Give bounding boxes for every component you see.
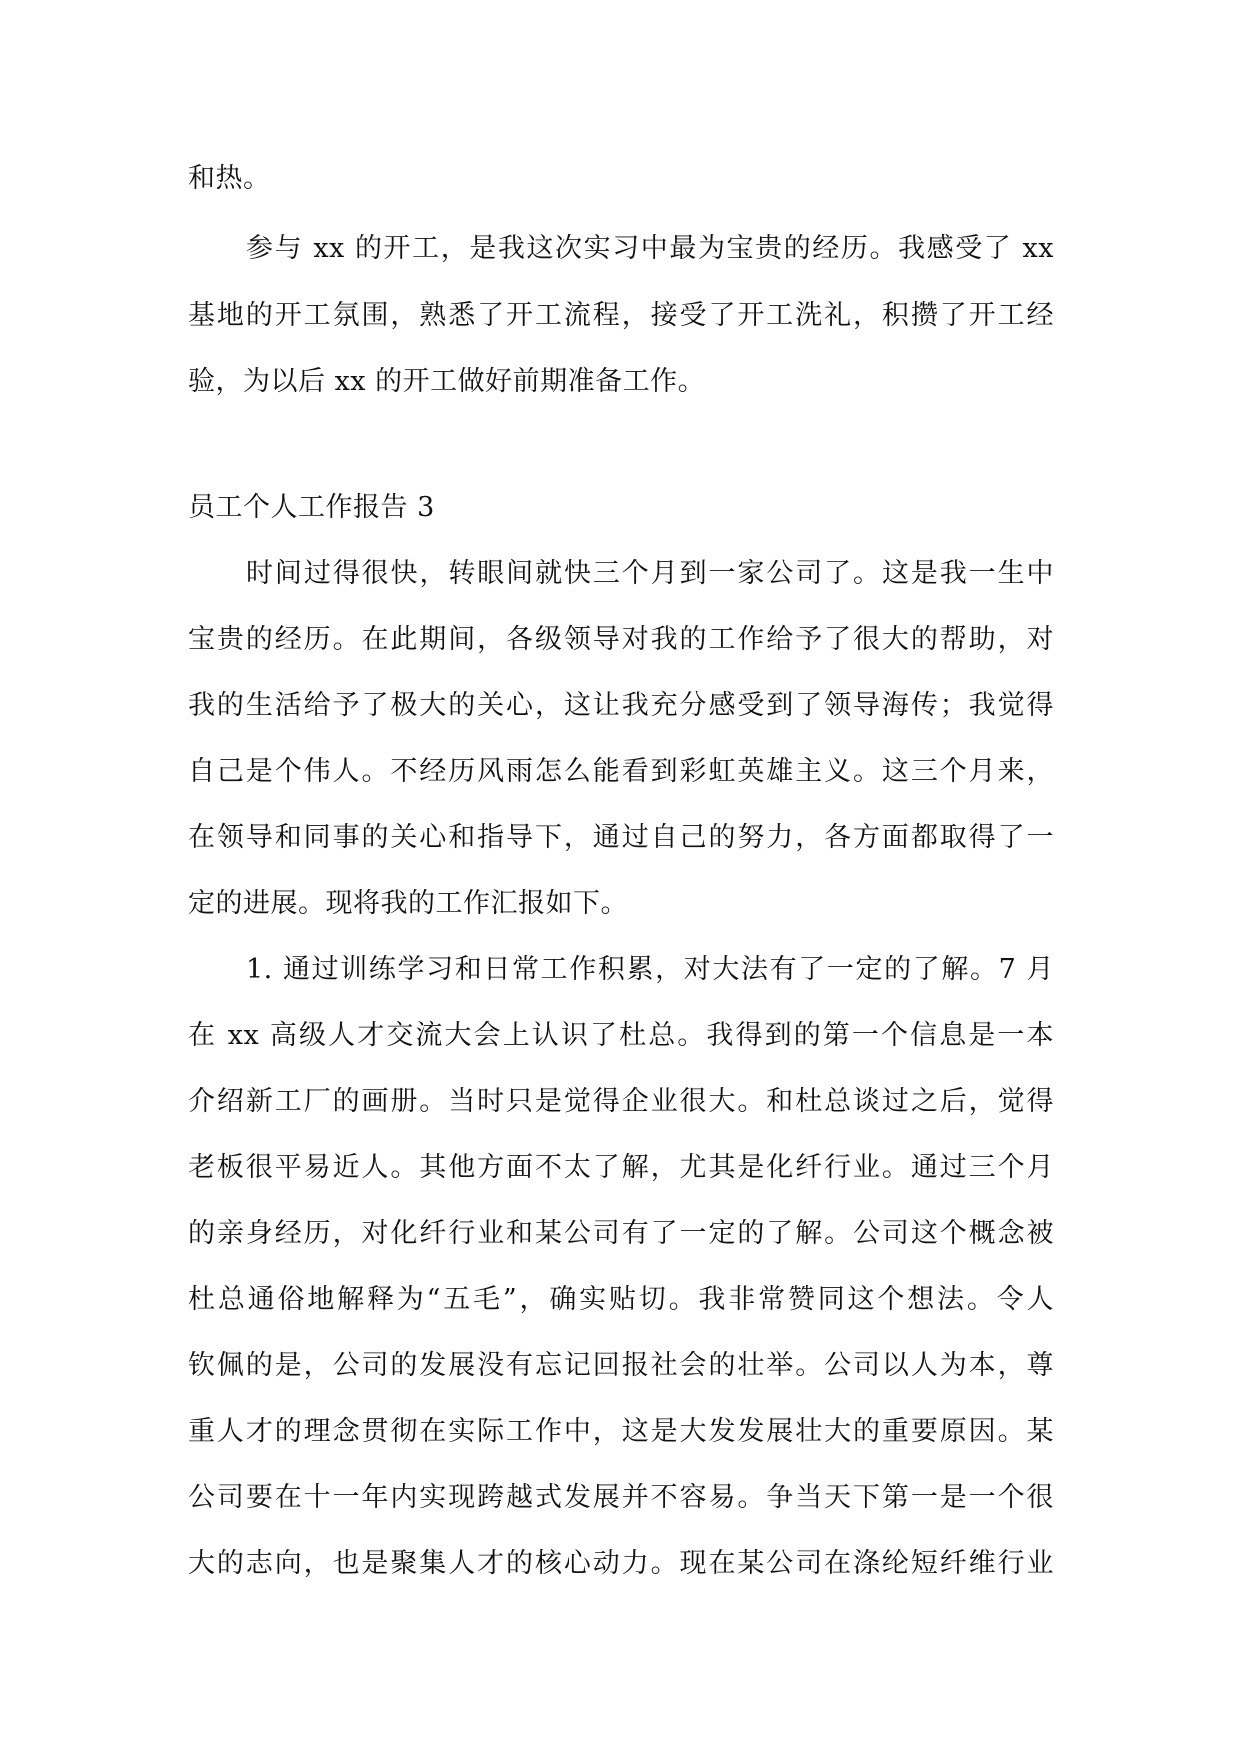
paragraph-line: 钦佩的是，公司的发展没有忘记回报社会的壮举。公司以人为本，尊	[188, 1350, 1054, 1381]
section-heading: 员工个人工作报告 3	[188, 492, 435, 523]
paragraph-line: 公司要在十一年内实现跨越式发展并不容易。争当天下第一是一个很	[188, 1482, 1054, 1513]
paragraph-line: 基地的开工氛围，熟悉了开工流程，接受了开工洗礼，积攒了开工经	[188, 300, 1054, 331]
paragraph-line: 大的志向，也是聚集人才的核心动力。现在某公司在涤纶短纤维行业	[188, 1548, 1054, 1579]
paragraph-line: 杜总通俗地解释为“五毛”，确实贴切。我非常赞同这个想法。令人	[188, 1284, 1054, 1315]
paragraph-line: 介绍新工厂的画册。当时只是觉得企业很大。和杜总谈过之后，觉得	[188, 1086, 1054, 1117]
paragraph-line: 的亲身经历，对化纤行业和某公司有了一定的了解。公司这个概念被	[188, 1218, 1054, 1249]
paragraph-line: 在 xx 高级人才交流大会上认识了杜总。我得到的第一个信息是一本	[188, 1020, 1054, 1051]
paragraph-line: 和热。	[188, 163, 271, 194]
paragraph-line: 老板很平易近人。其他方面不太了解，尤其是化纤行业。通过三个月	[188, 1152, 1054, 1183]
paragraph-line: 时间过得很快，转眼间就快三个月到一家公司了。这是我一生中	[246, 558, 1054, 589]
paragraph-line: 在领导和同事的关心和指导下，通过自己的努力，各方面都取得了一	[188, 822, 1054, 853]
paragraph-line: 参与 xx 的开工，是我这次实习中最为宝贵的经历。我感受了 xx	[246, 233, 1054, 264]
paragraph-line: 重人才的理念贯彻在实际工作中，这是大发发展壮大的重要原因。某	[188, 1416, 1054, 1447]
paragraph-line: 我的生活给予了极大的关心，这让我充分感受到了领导海传；我觉得	[188, 690, 1054, 721]
paragraph-line: 定的进展。现将我的工作汇报如下。	[188, 888, 628, 919]
paragraph-line: 1. 通过训练学习和日常工作积累，对大法有了一定的了解。7 月	[246, 954, 1054, 985]
paragraph-line: 验，为以后 xx 的开工做好前期准备工作。	[188, 366, 706, 397]
paragraph-line: 宝贵的经历。在此期间，各级领导对我的工作给予了很大的帮助，对	[188, 624, 1054, 655]
paragraph-line: 自己是个伟人。不经历风雨怎么能看到彩虹英雄主义。这三个月来，	[188, 756, 1054, 787]
